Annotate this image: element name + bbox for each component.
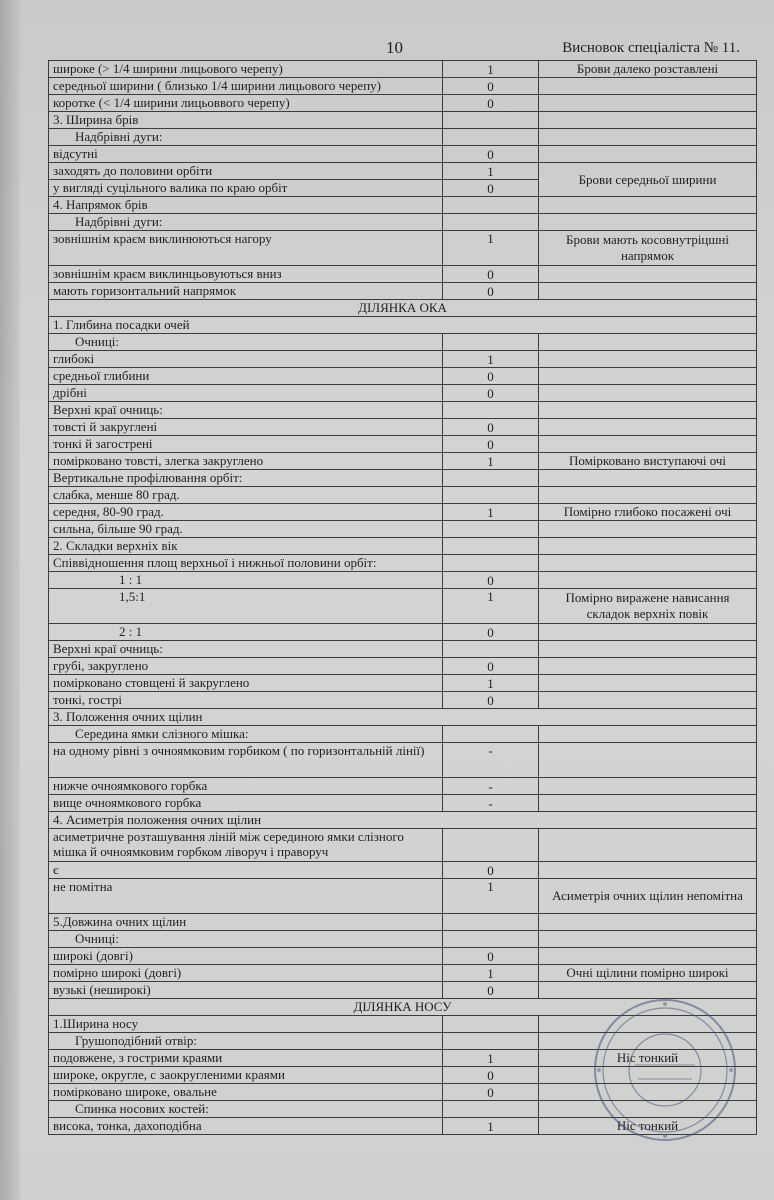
row-label: вузькі (неширокі) [49,982,443,999]
row-label: Очниці: [49,931,443,948]
row-label: 2. Складки верхніх вік [49,538,443,555]
result-cell [539,334,757,351]
row-label: 2 : 1 [49,624,443,641]
result-cell [539,1101,757,1118]
table-row [49,726,757,743]
characteristics-table [48,60,757,1135]
table-row [49,231,757,266]
result-cell [539,1016,757,1033]
table-row [49,419,757,436]
result-cell: Помірно глибоко посажені очі [539,504,757,521]
row-label: відсутні [49,146,443,163]
table-row [49,692,757,709]
result-cell [539,283,757,300]
row-value [443,470,539,487]
section-heading-row [49,300,757,317]
table-row [49,675,757,692]
row-label: средньої глибини [49,368,443,385]
result-cell [539,743,757,778]
row-value: 0 [443,1067,539,1084]
row-value: 0 [443,368,539,385]
row-value [443,402,539,419]
table-row [49,283,757,300]
section-heading-nose: ДІЛЯНКА НОСУ [49,999,757,1016]
result-cell: Брови середньої ширини [539,163,757,197]
row-value: 0 [443,572,539,589]
row-label: середньої ширини ( близько 1/4 ширини лицьового черепу) [49,78,443,95]
row-value [443,1033,539,1050]
row-value [443,641,539,658]
table-row [49,197,757,214]
result-cell [539,538,757,555]
row-value [443,487,539,504]
row-label: широке, округле, с заокругленими краями [49,1067,443,1084]
table-row [49,163,757,180]
table-row [49,487,757,504]
row-value: 1 [443,231,539,266]
row-label: помірно широкі (довгі) [49,965,443,982]
result-cell: Помірковано виступаючі очі [539,453,757,470]
result-cell [539,129,757,146]
table-row [49,948,757,965]
row-value [443,931,539,948]
result-cell [539,112,757,129]
result-cell [539,470,757,487]
row-value: 0 [443,266,539,283]
table-row [49,266,757,283]
row-label: Надбрівні дуги: [49,129,443,146]
row-value [443,1016,539,1033]
table-row [49,1101,757,1118]
table-row [49,829,757,862]
document-title: Висновок спеціаліста № 11. [562,40,740,56]
result-cell [539,931,757,948]
result-cell: Брови далеко розставлені [539,61,757,78]
result-cell [539,624,757,641]
result-cell [539,795,757,812]
result-cell [539,914,757,931]
row-label: 4. Напрямок брів [49,197,443,214]
table-row [49,624,757,641]
result-cell: Брови мають косовнутріцшні напрямок [539,231,757,266]
row-label: 5.Довжина очних щілин [49,914,443,931]
table-row [49,504,757,521]
table-row [49,709,757,726]
row-value: 1 [443,351,539,368]
row-label: є [49,862,443,879]
row-value: - [443,795,539,812]
result-cell [539,78,757,95]
row-value [443,1101,539,1118]
row-label: зовнішнім краєм виклинюються нагору [49,231,443,266]
row-label: Очниці: [49,334,443,351]
table-row [49,351,757,368]
row-label: 1 : 1 [49,572,443,589]
result-cell [539,692,757,709]
table-row [49,1050,757,1067]
row-label: заходять до половини орбіти [49,163,443,180]
row-label: грубі, закруглено [49,658,443,675]
row-label: нижче очноямкового горбка [49,778,443,795]
row-value: 1 [443,61,539,78]
result-cell [539,1033,757,1050]
row-value [443,521,539,538]
row-value: 0 [443,146,539,163]
row-value [443,214,539,231]
table-row [49,658,757,675]
table-row [49,521,757,538]
row-value [443,112,539,129]
table-row [49,214,757,231]
table-row [49,453,757,470]
row-value: 0 [443,948,539,965]
row-label: вище очноямкового горбка [49,795,443,812]
table-row [49,914,757,931]
row-label: Вертикальне профілювання орбіт: [49,470,443,487]
row-label: середня, 80-90 град. [49,504,443,521]
row-label: 3. Положення очних щілин [49,709,757,726]
row-label: Верхні краї очниць: [49,641,443,658]
row-value: 1 [443,1118,539,1135]
row-label: Співвідношення площ верхньої і нижньої половини орбіт: [49,555,443,572]
table-row [49,334,757,351]
row-label: мають горизонтальний напрямок [49,283,443,300]
row-label: зовнішнім краєм виклинцьовуються вниз [49,266,443,283]
row-value [443,538,539,555]
row-label: дрібні [49,385,443,402]
result-cell [539,862,757,879]
table-row [49,965,757,982]
table-row [49,555,757,572]
table-row [49,572,757,589]
result-cell [539,385,757,402]
row-label: 3. Ширина брів [49,112,443,129]
result-cell [539,436,757,453]
table-row [49,129,757,146]
row-value [443,726,539,743]
row-value: 1 [443,879,539,914]
result-cell [539,778,757,795]
result-cell [539,197,757,214]
table-row [49,436,757,453]
result-cell [539,1084,757,1101]
row-label: слабка, менше 80 град. [49,487,443,504]
table-row [49,402,757,419]
result-cell: Очні щілини помірно широкі [539,965,757,982]
row-value: 1 [443,675,539,692]
row-label: Надбрівні дуги: [49,214,443,231]
table-row [49,641,757,658]
result-cell [539,368,757,385]
result-cell [539,521,757,538]
result-cell [539,572,757,589]
table-row [49,1016,757,1033]
row-value: - [443,743,539,778]
result-cell [539,146,757,163]
result-cell [539,658,757,675]
result-cell [539,675,757,692]
result-cell [539,487,757,504]
row-value: 1 [443,504,539,521]
result-cell [539,351,757,368]
table-row [49,812,757,829]
result-cell [539,555,757,572]
row-value: 0 [443,982,539,999]
table-row [49,589,757,624]
row-value: 0 [443,436,539,453]
table-row [49,931,757,948]
row-value [443,197,539,214]
row-label: коротке (< 1/4 ширини лицьоввого черепу) [49,95,443,112]
result-cell [539,214,757,231]
row-value: 1 [443,1050,539,1067]
result-cell [539,95,757,112]
row-value: 0 [443,95,539,112]
row-value: 0 [443,419,539,436]
row-value [443,829,539,862]
result-cell: Помірно виражене нависання складок верхніх повік [539,589,757,624]
table-row [49,385,757,402]
row-label: тонкі, гострі [49,692,443,709]
row-label: тонкі й загострені [49,436,443,453]
row-value: 0 [443,385,539,402]
result-cell: Асиметрія очних щілин непомітна [539,879,757,914]
table-row [49,982,757,999]
table-row [49,538,757,555]
row-label: висока, тонка, дахоподібна [49,1118,443,1135]
page-number: 10 [386,38,403,57]
row-value [443,914,539,931]
row-label: товсті й закруглені [49,419,443,436]
row-value: 0 [443,78,539,95]
result-cell: Ніс тонкий [539,1050,757,1067]
row-label: у вигляді суцільного валика по краю орбіт [49,180,443,197]
table-row [49,879,757,914]
table-row [49,470,757,487]
result-cell [539,726,757,743]
row-label: Середина ямки слізного мішка: [49,726,443,743]
page-shadow [0,0,20,1200]
row-value: 0 [443,692,539,709]
table-row [49,78,757,95]
row-label: подовжене, з гострими краями [49,1050,443,1067]
row-value: 1 [443,589,539,624]
row-label: Верхні краї очниць: [49,402,443,419]
result-cell [539,641,757,658]
row-label: не помітна [49,879,443,914]
row-value: 0 [443,862,539,879]
section-heading-eye: ДІЛЯНКА ОКА [49,300,757,317]
row-value: 1 [443,965,539,982]
row-label: Грушоподібний отвір: [49,1033,443,1050]
row-label: глибокі [49,351,443,368]
row-label: широкі (довгі) [49,948,443,965]
row-value [443,129,539,146]
result-cell [539,266,757,283]
row-value: 0 [443,283,539,300]
table-row [49,778,757,795]
table-row [49,368,757,385]
row-value: 0 [443,658,539,675]
result-cell [539,982,757,999]
result-cell [539,829,757,862]
row-label: 4. Асиметрія положення очних щілин [49,812,757,829]
row-value: 0 [443,1084,539,1101]
table-row [49,1067,757,1084]
table-row [49,146,757,163]
row-value [443,555,539,572]
row-value: 1 [443,163,539,180]
result-cell [539,402,757,419]
table-row [49,743,757,778]
row-label: 1. Глибина посадки очей [49,317,757,334]
row-label: Спинка носових костей: [49,1101,443,1118]
row-label: 1.Ширина носу [49,1016,443,1033]
row-value: 1 [443,453,539,470]
row-label: на одному рівні з очноямковим горбиком ( по горизонтальній лінії) [49,743,443,778]
table-row [49,112,757,129]
result-cell [539,1067,757,1084]
row-value [443,334,539,351]
row-value: 0 [443,624,539,641]
table-row [49,1118,757,1135]
row-label: сильна, більше 90 град. [49,521,443,538]
row-label: помірковано товсті, злегка закруглено [49,453,443,470]
table-row [49,317,757,334]
row-value: - [443,778,539,795]
table-row [49,1084,757,1101]
result-cell [539,948,757,965]
table-row [49,795,757,812]
table-row [49,61,757,78]
row-value: 0 [443,180,539,197]
row-label: широке (> 1/4 ширини лицьового черепу) [49,61,443,78]
row-label: помірковано стовщені й закруглено [49,675,443,692]
row-label: асиметричне розташування ліній між серединою ямки слізного мішка й очноямковим горбком ліворуч і праворуч [49,829,443,862]
row-label: 1,5:1 [49,589,443,624]
table-row [49,862,757,879]
result-cell: Ніс тонкий [539,1118,757,1135]
row-label: помірковано широке, овальне [49,1084,443,1101]
table-row [49,1033,757,1050]
table-row [49,95,757,112]
result-cell [539,419,757,436]
section-heading-row [49,999,757,1016]
